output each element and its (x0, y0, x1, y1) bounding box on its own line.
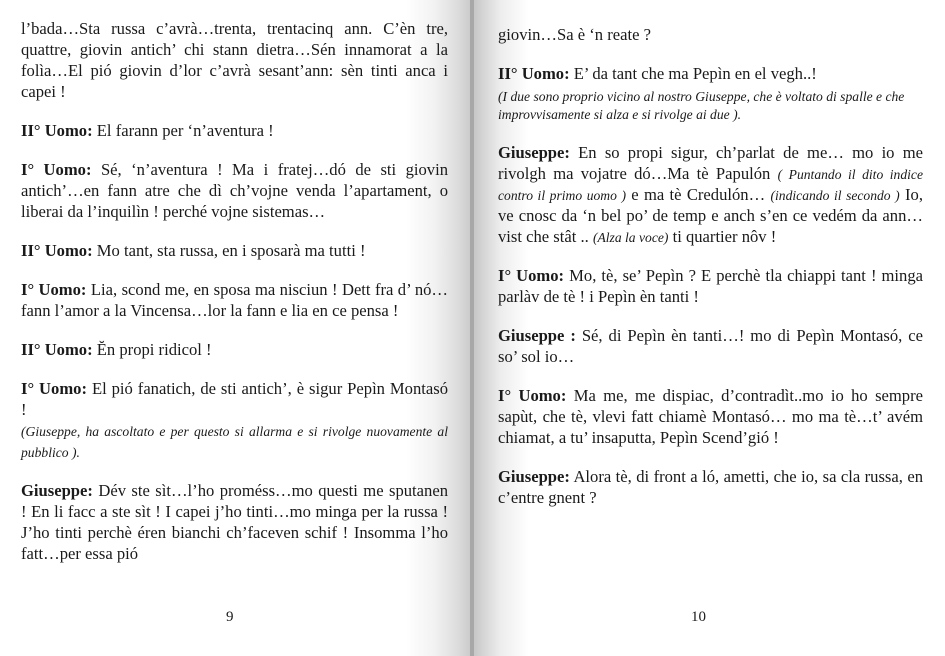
dialogue-text: El farann per ‘n’aventura ! (96, 121, 274, 140)
speaker-label: Giuseppe: (498, 143, 570, 162)
speaker-label: Giuseppe: (498, 467, 570, 486)
dialogue-text: l’bada…Sta russa c’avrà…trenta, trentacinq ann. C’èn tre, quattre, giovin antich’ chi stann dietra…Sén innamorat a la folìa…El pió giovin d’lor c’avrà sesant’ann: sèn tinti anca i capei ! (21, 19, 448, 101)
paragraph-6 (21, 339, 448, 360)
dialogue-text: Mo, tè, se’ Pepìn ? E perchè tla chiappi tant ! minga parlàv de tè ! i Pepìn èn tanti ! (498, 266, 923, 306)
dialogue-text: En so propi sigur, ch’parlat de me… mo io me rivolgh ma vojatre dó…Ma tè Papulón (498, 143, 923, 183)
speaker-label: II° Uomo: (21, 340, 93, 359)
paragraph-4 (21, 240, 448, 261)
speaker-label: II° Uomo: (21, 241, 93, 260)
page-number: 10 (691, 609, 706, 625)
book-gutter (470, 0, 474, 656)
paragraph-6 (498, 325, 923, 367)
speaker-label: I° Uomo: (21, 379, 87, 398)
speaker-label: I° Uomo: (498, 386, 567, 405)
paragraph-2 (498, 63, 923, 84)
dialogue-text: Dév ste sìt…l’ho proméss…mo questi me sputanen ! En li facc a ste sìt ! I capei j’ho tinti…mo minga per la russa ! J’ho tinti perchè éren bianchi ch’faceven schif ! Insomma l’ho fatt…per essa pió (21, 481, 448, 563)
speaker-label: II° Uomo: (21, 121, 93, 140)
left-page (0, 0, 472, 656)
dialogue-text: giovin…Sa è ‘n reate ? (498, 25, 651, 44)
speaker-label: Giuseppe : (498, 326, 576, 345)
dialogue-text: ti quartier nôv ! (672, 227, 777, 246)
stage-direction: (Alza la voce) (592, 230, 669, 245)
speaker-label: I° Uomo: (21, 280, 87, 299)
dialogue-text: Io, ve cnosc da ‘n bel po’ de temp e anch s’en ce vedém da ann…vist che stât .. (498, 185, 923, 246)
paragraph-3 (21, 159, 448, 222)
dialogue-text: Ma me, me dispiac, d’contradìt..mo io ho sempre sapùt, che tè, vlevi fatt chiamè Montasó… mo ma tè…t’ avém chiamat, a tu’ insaputta, Pepìn Scend’gió ! (498, 386, 923, 447)
speaker-label: II° Uomo: (498, 64, 570, 83)
page-number: 9 (226, 609, 234, 625)
dialogue-text: e ma tè Credulón… (631, 185, 771, 204)
speaker-label: I° Uomo: (21, 160, 92, 179)
dialogue-text: Mo tant, sta russa, en i sposarà ma tutti ! (96, 241, 366, 260)
paragraph-5 (21, 279, 448, 321)
dialogue-text: E’ da tant che ma Pepìn en el vegh..! (573, 64, 817, 83)
paragraph-8 (498, 466, 923, 508)
speaker-label: Giuseppe: (21, 481, 93, 500)
paragraph-5 (498, 265, 923, 307)
paragraph-7 (498, 385, 923, 448)
dialogue-text: Ĕn propi ridicol ! (96, 340, 212, 359)
dialogue-text: El pió fanatich, de sti antich’, è sigur Pepìn Montasó ! (21, 379, 449, 419)
paragraph-1 (498, 24, 923, 45)
dialogue-text: Lia, scond me, en sposa ma nisciun ! Dett fra d’ nó…fann l’amor a la Vincensa…lor la fann e lia en ce pensa ! (21, 280, 449, 320)
paragraph-4 (498, 142, 923, 247)
dialogue-text: Sé, ‘n’aventura ! Ma i fratej…dó de sti giovin antich’…en fann atre che dì ch’vojne venda l’apartament, o liberai da l’inquilìn ! perché vojne sistemas… (21, 160, 448, 221)
right-page (472, 0, 945, 656)
stage-direction: (indicando il secondo ) (770, 188, 900, 203)
stage-direction: ( Puntando il dito indice contro il primo uomo ) (498, 167, 923, 203)
dialogue-text: Sé, di Pepìn èn tanti…! mo di Pepìn Montasó, ce so’ sol io… (498, 326, 923, 366)
stage-direction: (Giuseppe, ha ascoltato e per questo si allarma e si rivolge nuovamente al pubblico ). (21, 424, 448, 460)
dialogue-text: Alora tè, di front a ló, ametti, che io, sa cla russa, en c’entre gnent ? (498, 467, 924, 507)
paragraph-8 (21, 480, 448, 564)
paragraph-2 (21, 120, 448, 141)
stage-direction: (I due sono proprio vicino al nostro Giuseppe, che è voltato di spalle e che improvvisamente si alza e si rivolge ai due ). (498, 89, 905, 122)
speaker-label: I° Uomo: (498, 266, 565, 285)
paragraph-7 (21, 378, 448, 462)
paragraph-1 (21, 18, 448, 102)
